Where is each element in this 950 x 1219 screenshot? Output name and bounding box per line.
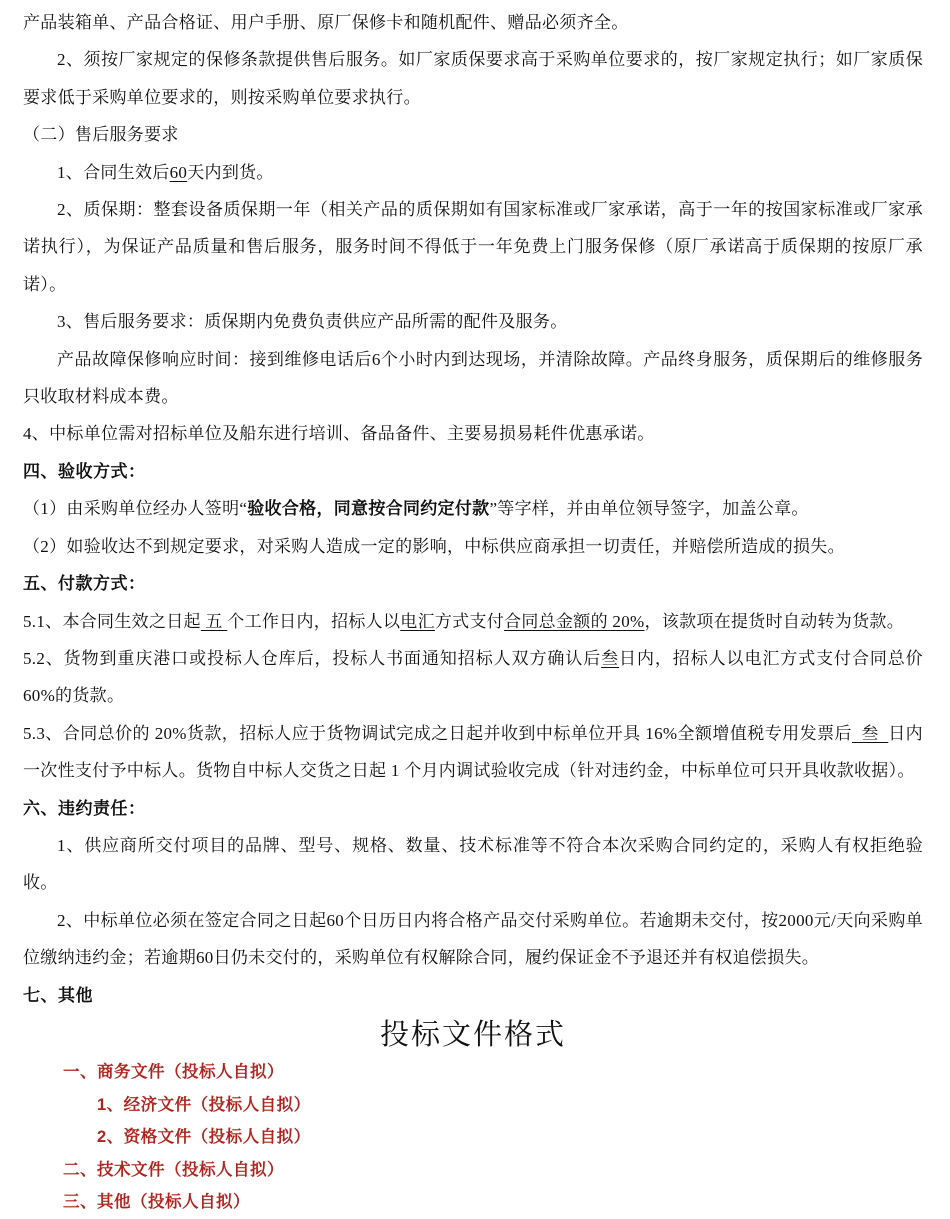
outline-item-other: 三、其他（投标人自拟）: [63, 1193, 250, 1212]
delivery-term-pre: 1、合同生效后: [57, 162, 170, 182]
acceptance-item-1-pre: （1）由采购单位经办人签明“: [23, 499, 248, 519]
after-sales-section-heading: （二）售后服务要求: [23, 125, 179, 145]
pay53-s2: 日内一次性支付予中标人。货物自中标人交货之日起 1 个月内调试验收完成（针对违约金，中标单位可只开具收款收据）。: [23, 723, 923, 781]
pay51-amount-underlined: 合同总金额的 20%: [504, 611, 645, 631]
breach-item-1: 1、供应商所交付项目的品牌、型号、规格、数量、技术标准等不符合本次采购合同约定的，采购人有权拒绝验收。: [23, 835, 923, 893]
pay52-s1: 5.2、货物到重庆港口或投标人仓库后，投标人书面通知招标人双方确认后: [23, 648, 602, 668]
acceptance-quote-bold: 验收合格，同意按合同约定付款: [247, 499, 490, 519]
fault-response-paragraph: 产品故障保修响应时间：接到维修电话后6个小时内到达现场，并清除故障。产品终身服务，质保期后的维修服务只收取材料成本费。: [23, 349, 923, 407]
acceptance-item-1-post: ”等字样，并由单位领导签字，加盖公章。: [489, 499, 809, 519]
pay53-s1: 5.3、合同总价的 20%货款，招标人应于货物调试完成之日起并收到中标单位开具 16%全额增值税专用发票后: [23, 723, 852, 743]
warranty-period-item: 2、质保期：整套设备质保期一年（相关产品的质保期如有国家标准或厂家承诺，高于一年的按国家标准或厂家承诺执行），为保证产品质量和售后服务，服务时间不得低于一年免费上门服务保修（原厂承诺高于质保期的按原厂承诺）。: [23, 200, 923, 294]
pay52-s2: 日内，招标人以电汇方式支付合同总价 60%的货款。: [23, 648, 923, 706]
pay53-days-underlined: 叁: [851, 723, 889, 743]
outline-item-qualification: 2、资格文件（投标人自拟）: [97, 1128, 311, 1147]
service-requirement-item: 3、售后服务要求：质保期内免费负责供应产品所需的配件及服务。: [57, 312, 568, 332]
warranty-terms-paragraph: 2、须按厂家规定的保修条款提供售后服务。如厂家质保要求高于采购单位要求的，按厂家规定执行；如厂家质保要求低于采购单位要求的，则按采购单位要求执行。: [23, 50, 923, 107]
pay51-s3: 方式支付: [434, 611, 505, 631]
delivery-term-item: [23, 154, 923, 191]
payment-section-heading: 五、付款方式：: [23, 574, 146, 594]
pay51-s1: 5.1、本合同生效之日起: [23, 611, 201, 631]
outline-item-commercial: 一、商务文件（投标人自拟）: [63, 1062, 284, 1081]
training-commitment-paragraph: 4、中标单位需对招标单位及船东进行培训、备品备件、主要易损易耗件优惠承诺。: [23, 424, 655, 444]
acceptance-item-2: （2）如验收达不到规定要求，对采购人造成一定的影响，中标供应商承担一切责任，并赔偿所造成的损失。: [23, 536, 845, 556]
breach-section-heading: 六、违约责任：: [23, 798, 146, 818]
pay51-s4: ，该款项在提货时自动转为货款。: [644, 611, 904, 631]
pay51-method-underlined: 电汇: [400, 611, 435, 631]
acceptance-section-heading: 四、验收方式：: [23, 461, 146, 481]
delivery-days-underlined: 60: [169, 162, 188, 182]
outline-item-technical: 二、技术文件（投标人自拟）: [63, 1160, 284, 1179]
other-section-heading: 七、其他: [23, 985, 93, 1005]
payment-item-5-2: [23, 640, 923, 715]
pay51-days-underlined: 五: [200, 611, 228, 631]
acceptance-item-1: [23, 490, 923, 527]
outline-item-economic: 1、经济文件（投标人自拟）: [97, 1095, 311, 1114]
delivery-term-post: 天内到货。: [187, 162, 274, 182]
packing-list-paragraph: 产品装箱单、产品合格证、用户手册、原厂保修卡和随机配件、赠品必须齐全。: [23, 13, 629, 32]
payment-item-5-3: [23, 715, 923, 790]
payment-item-5-1: [23, 603, 923, 640]
bid-document-format-title: 投标文件格式: [379, 1018, 566, 1051]
pay52-days-underlined: 叁: [601, 648, 620, 668]
breach-item-2: 2、中标单位必须在签定合同之日起60个日历日内将合格产品交付采购单位。若逾期未交付，按2000元/天向采购单位缴纳违约金；若逾期60日仍未交付的，采购单位有权解除合同，履约保证金不予退还并有权追偿损失。: [23, 910, 923, 968]
pay51-s2: 个工作日内，招标人以: [227, 611, 401, 631]
